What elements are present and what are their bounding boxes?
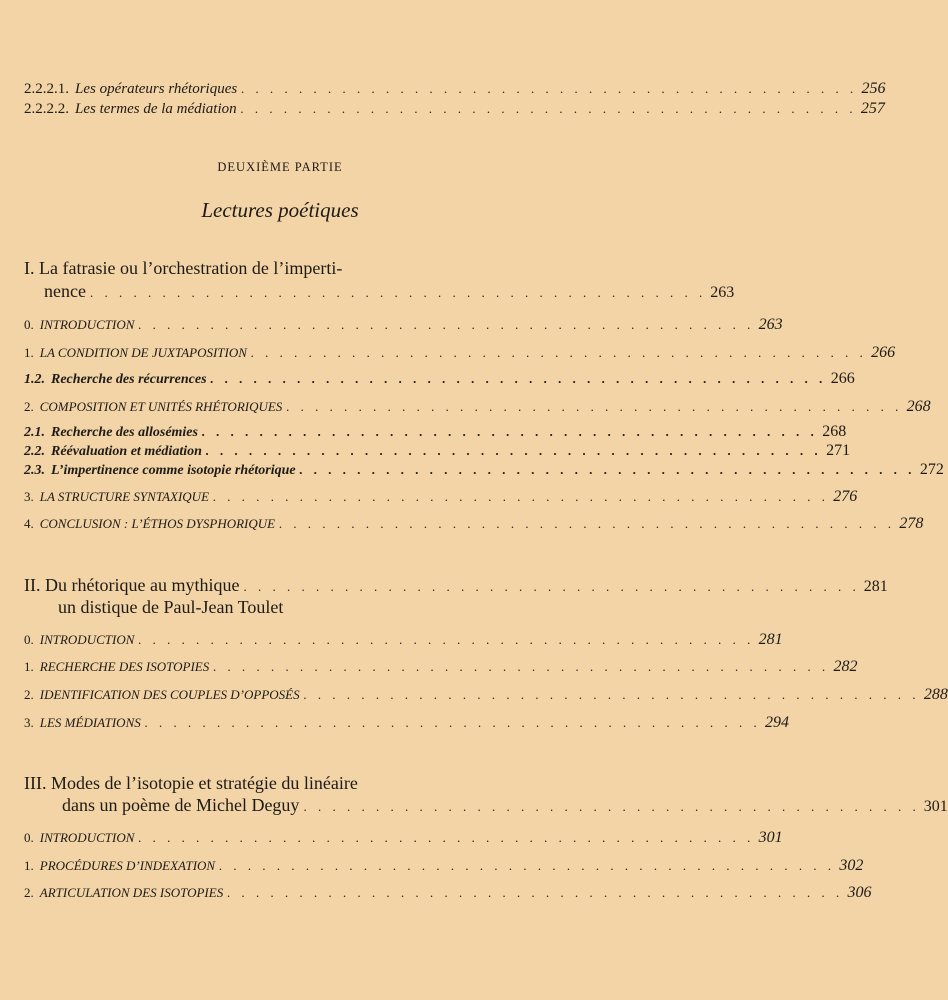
dot-leader: . . . . . . . . . . . . . . . . . . . . . . . . . . . . . . . . . . . . . . . . . . . [138, 830, 755, 845]
toc-entry[interactable] [24, 344, 896, 362]
entry-page: 294 [765, 714, 789, 731]
toc-entry[interactable] [24, 515, 924, 533]
toc-entry[interactable] [24, 398, 931, 416]
entry-title: Les termes de la médiation [75, 101, 237, 117]
entry-page: 256 [861, 80, 886, 97]
entry-number: 1. [24, 345, 34, 360]
chapter-page: 301 [923, 798, 948, 815]
entry-number: 1. [24, 659, 34, 674]
toc-entry[interactable] [24, 442, 851, 460]
entry-page: 282 [833, 658, 858, 675]
entry-number: 1.2. [24, 372, 45, 387]
entry-title: Recherche des récurrences [51, 372, 207, 387]
entry-title: Réévaluation et médiation [51, 444, 202, 459]
toc-entry[interactable] [24, 461, 944, 479]
dot-leader: . . . . . . . . . . . . . . . . . . . . . . . . . . . . . . . . . . . . . . . . . . . [243, 579, 860, 594]
entry-page: 302 [839, 857, 864, 874]
entry-number: 3. [24, 489, 34, 504]
toc-entry[interactable] [24, 884, 872, 902]
dot-leader: . . . . . . . . . . . . . . . . . . . . . . . . . . . . . . . . . . . . . . . . . . . [201, 424, 819, 439]
entry-title: Les opérateurs rhétoriques [75, 81, 238, 97]
dot-leader: . . . . . . . . . . . . . . . . . . . . . . . . . . . . . . . . . . . . . . . . . . . [286, 399, 903, 414]
entry-title: LA CONDITION DE JUXTAPOSITION [39, 345, 247, 360]
chapter-page: 263 [710, 284, 735, 301]
entry-number: 2.2.2.2. [24, 101, 69, 117]
entry-title: ARTICULATION DES ISOTOPIES [39, 885, 224, 900]
entry-title: IDENTIFICATION DES COUPLES D’OPPOSÉS [39, 687, 300, 702]
entry-title: LES MÉDIATIONS [39, 715, 141, 730]
entry-page: 257 [860, 100, 885, 117]
entry-page: 266 [830, 370, 855, 387]
chapter-page: 281 [863, 578, 888, 595]
entry-page: 278 [899, 515, 924, 532]
dot-leader: . . . . . . . . . . . . . . . . . . . . . . . . . . . . . . . . . . . . . . . . . . . [138, 317, 755, 332]
chapter-title-line2: un distique de Paul-Jean Toulet [58, 597, 284, 617]
dot-leader: . . . . . . . . . . . . . . . . . . . . . . . . . . . . . . . . . . . . . . . . . . . [89, 285, 707, 300]
dot-leader: . . . . . . . . . . . . . . . . . . . . . . . . . . . . . . . . . . . . . . . . . . . [205, 443, 823, 458]
entry-title: PROCÉDURES D’INDEXATION [39, 858, 216, 873]
toc-entry[interactable] [24, 658, 858, 676]
dot-leader: . . . . . . . . . . . . . . . . . . . . . . . . . . . . . . . . . . . . . . . . . . . [138, 632, 755, 647]
entry-title: CONCLUSION : L’ÉTHOS DYSPHORIQUE [39, 516, 276, 531]
dot-leader: . . . . . . . . . . . . . . . . . . . . . . . . . . . . . . . . . . . . . . . . . . . [213, 659, 830, 674]
chapter-title-line1: II. Du rhétorique au mythique [24, 575, 240, 595]
entry-title: INTRODUCTION [39, 317, 135, 332]
dot-leader: . . . . . . . . . . . . . . . . . . . . . . . . . . . . . . . . . . . . . . . . . . . [219, 858, 836, 873]
toc-entry[interactable] [24, 488, 858, 506]
dot-leader: . . . . . . . . . . . . . . . . . . . . . . . . . . . . . . . . . . . . . . . . . . . [210, 371, 827, 386]
chapter-2-heading[interactable] [24, 575, 888, 596]
chapter-3-heading-cont[interactable] [62, 795, 948, 816]
entry-title: RECHERCHE DES ISOTOPIES [39, 659, 210, 674]
entry-number: 3. [24, 715, 34, 730]
chapter-1-heading[interactable] [24, 258, 512, 279]
entry-page: 288 [923, 686, 948, 703]
dot-leader: . . . . . . . . . . . . . . . . . . . . . . . . . . . . . . . . . . . . . . . . . . . [303, 687, 920, 702]
entry-title: INTRODUCTION [39, 830, 135, 845]
entry-title: INTRODUCTION [39, 632, 135, 647]
entry-title: LA STRUCTURE SYNTAXIQUE [39, 489, 210, 504]
dot-leader: . . . . . . . . . . . . . . . . . . . . . . . . . . . . . . . . . . . . . . . . . . . [241, 81, 858, 96]
entry-title: L’impertinence comme isotopie rhétorique [51, 463, 296, 478]
toc-entry[interactable] [24, 100, 885, 118]
entry-number: 2. [24, 687, 34, 702]
entry-number: 0. [24, 632, 34, 647]
dot-leader: . . . . . . . . . . . . . . . . . . . . . . . . . . . . . . . . . . . . . . . . . . . [227, 885, 844, 900]
entry-number: 2.3. [24, 463, 45, 478]
chapter-3-heading[interactable] [24, 773, 512, 794]
entry-number: 2.2.2.1. [24, 81, 69, 97]
toc-entry[interactable] [24, 370, 855, 388]
entry-page: 268 [906, 398, 931, 415]
toc-entry[interactable] [24, 686, 948, 704]
dot-leader: . . . . . . . . . . . . . . . . . . . . . . . . . . . . . . . . . . . . . . . . . . . [144, 715, 761, 730]
entry-page: 266 [871, 344, 896, 361]
toc-entry[interactable] [24, 829, 783, 847]
entry-number: 2.1. [24, 425, 45, 440]
entry-number: 0. [24, 317, 34, 332]
entry-page: 276 [833, 488, 858, 505]
part-label: DEUXIÈME PARTIE [217, 160, 343, 174]
entry-number: 1. [24, 858, 34, 873]
dot-leader: . . . . . . . . . . . . . . . . . . . . . . . . . . . . . . . . . . . . . . . . . . . [303, 799, 920, 814]
chapter-2-heading-cont[interactable] [58, 597, 498, 618]
entry-number: 0. [24, 830, 34, 845]
entry-number: 2. [24, 885, 34, 900]
entry-title: COMPOSITION ET UNITÉS RHÉTORIQUES [39, 399, 283, 414]
entry-page: 263 [758, 316, 783, 333]
part-title: Lectures poétiques [201, 198, 359, 222]
chapter-title-line1: I. La fatrasie ou l’orchestration de l’imperti- [24, 258, 343, 278]
entry-title: Recherche des allosémies [51, 425, 198, 440]
dot-leader: . . . . . . . . . . . . . . . . . . . . . . . . . . . . . . . . . . . . . . . . . . . [299, 462, 916, 477]
toc-entry[interactable] [24, 857, 864, 875]
toc-entry[interactable] [24, 316, 783, 334]
entry-page: 301 [758, 829, 783, 846]
entry-page: 306 [847, 884, 872, 901]
chapter-1-heading-cont[interactable] [44, 281, 735, 302]
entry-page: 271 [826, 442, 851, 459]
dot-leader: . . . . . . . . . . . . . . . . . . . . . . . . . . . . . . . . . . . . . . . . . . . [213, 489, 830, 504]
toc-entry[interactable] [24, 631, 783, 649]
dot-leader: . . . . . . . . . . . . . . . . . . . . . . . . . . . . . . . . . . . . . . . . . . . [250, 345, 868, 360]
chapter-title-line1: III. Modes de l’isotopie et stratégie du linéaire [24, 773, 358, 793]
toc-entry[interactable] [24, 714, 789, 732]
chapter-title-line2: dans un poème de Michel Deguy [62, 795, 300, 815]
dot-leader: . . . . . . . . . . . . . . . . . . . . . . . . . . . . . . . . . . . . . . . . . . . [279, 516, 896, 531]
toc-entry[interactable] [24, 423, 847, 441]
chapter-title-line2: nence [44, 281, 86, 301]
dot-leader: . . . . . . . . . . . . . . . . . . . . . . . . . . . . . . . . . . . . . . . . . . . [240, 101, 857, 116]
entry-number: 2.2. [24, 444, 45, 459]
entry-page: 272 [919, 461, 944, 478]
toc-entry[interactable] [24, 80, 886, 98]
entry-page: 268 [822, 423, 847, 440]
entry-number: 4. [24, 516, 34, 531]
entry-page: 281 [758, 631, 783, 648]
entry-number: 2. [24, 399, 34, 414]
